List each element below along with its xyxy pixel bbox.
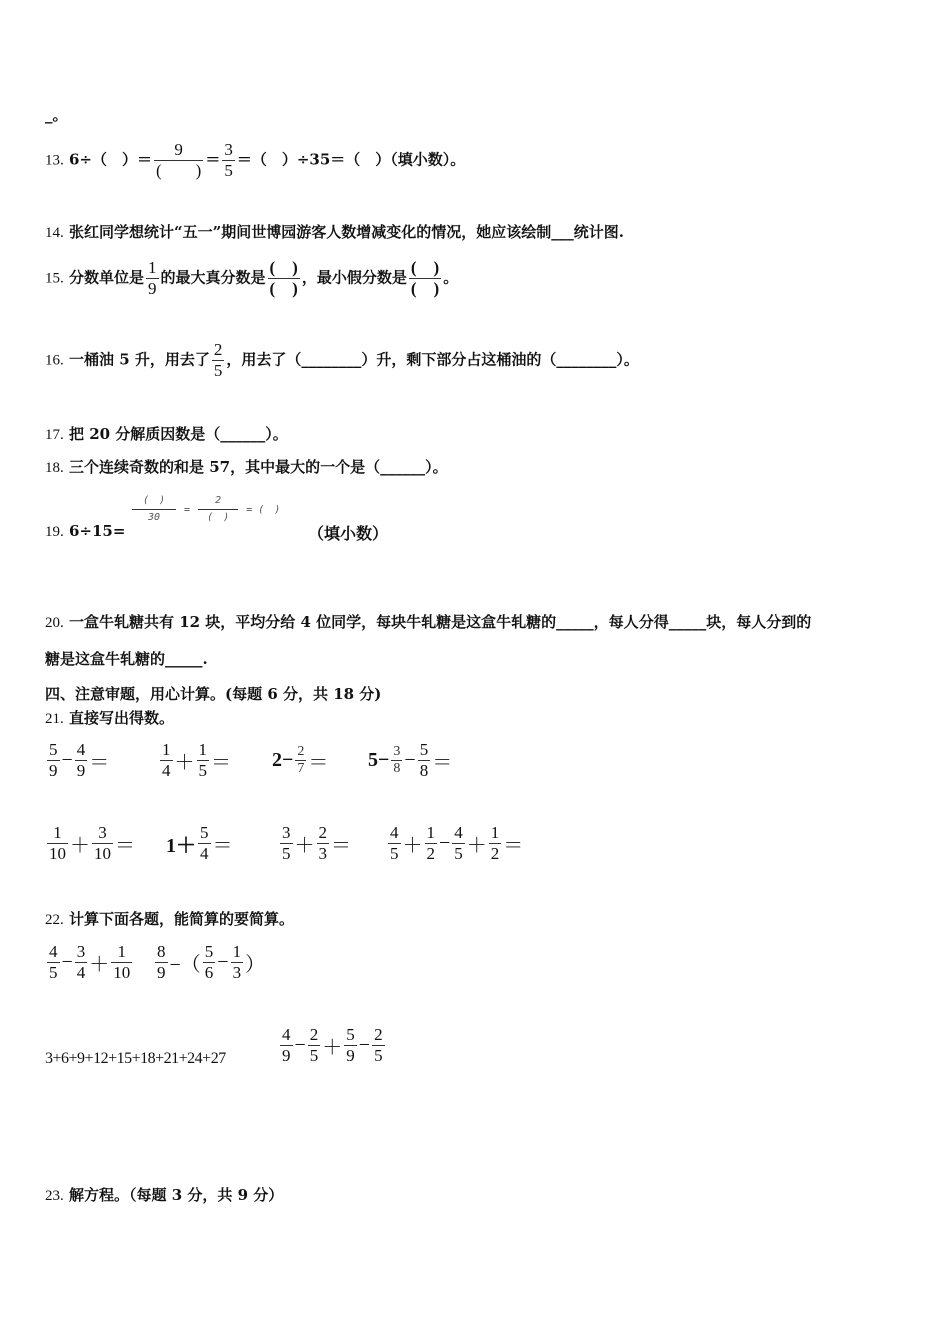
q22-expr-3: 3+6+9+12+15+18+21+24+27 (45, 1050, 226, 1067)
q21-expr-2-3: $\frac{3}{5}$ ＋ $\frac{2}{3}$ ＝ (282, 823, 351, 863)
q20-line-1: 一盒牛轧糖共有 12 块，平均分给 4 位同学，每块牛轧糖是这盒牛轧糖的_____，每人分得_____块，每人分到的 (68, 613, 812, 631)
q15-text-2: 的最大真分数是 (160, 268, 266, 287)
q17-text: 把 20 分解质因数是（______）。 (68, 425, 288, 443)
q19-text-2: （填小数） (308, 524, 389, 543)
q21-expr-1-2: $\frac{1}{4}$ ＋ $\frac{1}{5}$ ＝ (162, 740, 231, 780)
question-number: 23. (45, 1188, 64, 1204)
fraction: $\frac{3}{10}$ (94, 823, 111, 863)
question-17 (45, 423, 288, 444)
question-15 (45, 258, 458, 299)
question-number: 22. (45, 912, 64, 928)
question-21 (45, 707, 174, 728)
fraction: $\frac{5}{8}$ (419, 740, 429, 780)
q21-expr-2-2: 1＋ $\frac{5}{4}$ ＝ (166, 823, 233, 863)
q22-expr-1: $\frac{4}{5}$ − $\frac{3}{4}$ ＋ $\frac{1}{10}$ (49, 942, 131, 982)
fraction: 9 ( ) (156, 140, 202, 180)
question-23 (45, 1184, 283, 1205)
q18-text: 三个连续奇数的和是 57，其中最大的一个是（______）。 (68, 458, 448, 476)
fraction: $\frac{1}{4}$ (162, 740, 171, 780)
question-number: 15. (45, 270, 64, 287)
q21-expr-1-3: 2− $\frac{2}{7}$ ＝ (272, 744, 329, 776)
q13-text-3: ＝（ ）÷35＝（ ）（填小数）。 (236, 150, 466, 169)
fraction: $\frac{1}{9}$ (148, 258, 157, 298)
question-16 (45, 340, 639, 381)
fraction: $\frac{5}{6}$ (204, 942, 214, 982)
fraction: $\frac{2}{7}$ (297, 744, 305, 776)
fraction: $\frac{2}{3}$ (318, 823, 327, 863)
q21-expr-2-4: $\frac{4}{5}$ ＋ $\frac{1}{2}$ − $\frac{4}{5}$ ＋ $\frac{1}{2}$ ＝ (390, 823, 524, 863)
fraction: $\frac{2}{5}$ (213, 340, 223, 380)
q21-title: 直接写出得数。 (68, 709, 174, 727)
hw-fraction: ( ) 30 (132, 493, 176, 526)
fraction: $\frac{5}{9}$ (49, 740, 58, 780)
q21-expr-1-1: $\frac{5}{9}$ − $\frac{4}{9}$ ＝ (49, 740, 110, 780)
question-number: 17. (45, 427, 64, 443)
q15-text-1: 分数单位是 (68, 268, 144, 287)
question-number: 18. (45, 460, 64, 476)
fraction: $\frac{3}{4}$ (76, 942, 86, 982)
question-number: 16. (45, 352, 64, 369)
question-13 (45, 140, 465, 181)
q23-title: 解方程。（每题 3 分，共 9 分） (68, 1186, 284, 1204)
q15-text-3: ，最小假分数是 (301, 268, 407, 287)
blank-fraction: ( ) ( ) (269, 258, 298, 298)
question-number: 21. (45, 711, 64, 727)
question-22 (45, 908, 294, 929)
question-18 (45, 456, 448, 477)
fraction: $\frac{3}{8}$ (393, 744, 401, 776)
fraction: $\frac{8}{9}$ (157, 942, 166, 982)
question-19 (45, 522, 125, 541)
fraction: $\frac{4}{9}$ (282, 1025, 291, 1065)
q13-text-1: 6÷（ ）＝ (68, 150, 152, 169)
fraction: $\frac{2}{5}$ (374, 1025, 383, 1065)
question-number: 20. (45, 615, 64, 631)
q22-title: 计算下面各题，能简算的要简算。 (68, 910, 294, 928)
fraction: $\frac{4}{5}$ (390, 823, 399, 863)
fraction: $\frac{1}{10}$ (49, 823, 66, 863)
fraction: $\frac{1}{10}$ (113, 942, 131, 982)
question-number: 13. (45, 152, 64, 169)
q14-text: 张红同学想统计“五一”期间世博园游客人数增减变化的情况，她应该绘制___统计图. (68, 223, 624, 241)
handwritten-equation-image: ( ) 30 = 2 ( ) = ( ) (130, 493, 280, 526)
question-number: 14. (45, 225, 64, 241)
q16-text-1: 一桶油 5 升，用去了 (68, 350, 210, 369)
q22-expr-4: $\frac{4}{9}$ − $\frac{2}{5}$ ＋ $\frac{5}{9}$ − $\frac{2}{5}$ (282, 1025, 383, 1065)
fraction: $\frac{4}{5}$ (454, 823, 463, 863)
fraction: $\frac{3}{5}$ (224, 140, 233, 180)
q21-expr-1-4: 5− $\frac{3}{8}$ − $\frac{5}{8}$ ＝ (368, 740, 453, 780)
q21-expr-2-1: $\frac{1}{10}$ ＋ $\frac{3}{10}$ ＝ (49, 823, 135, 863)
fraction: $\frac{5}{9}$ (346, 1025, 355, 1065)
fraction: $\frac{5}{4}$ (200, 823, 209, 863)
blank-fraction: ( ) ( ) (410, 258, 440, 298)
q16-text-2: ，用去了（________）升，剩下部分占这桶油的（________）。 (226, 350, 639, 369)
fraction: $\frac{1}{5}$ (198, 740, 207, 780)
q22-expr-2: $\frac{8}{9}$ −（ $\frac{5}{6}$ − $\frac{1}{3}$ ） (157, 942, 266, 982)
fraction: $\frac{1}{2}$ (490, 823, 500, 863)
fraction: $\frac{4}{5}$ (49, 942, 58, 982)
hw-blank: ( ) (258, 504, 281, 516)
hw-fraction: 2 ( ) (198, 493, 238, 526)
q20-line-2: 糖是这盒牛轧糖的_____. (45, 650, 208, 668)
question-14 (45, 221, 624, 242)
fraction: $\frac{2}{5}$ (309, 1025, 319, 1065)
top-fragment: _。 (45, 106, 68, 124)
fraction: $\frac{1}{3}$ (232, 942, 242, 982)
question-20 (45, 611, 811, 632)
section-4-title: 四、注意审题，用心计算。(每题 6 分，共 18 分) (45, 685, 382, 703)
fraction: $\frac{4}{9}$ (76, 740, 86, 780)
question-number: 19. (45, 524, 64, 540)
q19-text-1: 6÷15= (68, 522, 126, 540)
fraction: $\frac{3}{5}$ (282, 823, 291, 863)
q13-text-2: ＝ (205, 150, 221, 169)
fraction: $\frac{1}{2}$ (426, 823, 435, 863)
q15-text-4: 。 (443, 268, 459, 287)
